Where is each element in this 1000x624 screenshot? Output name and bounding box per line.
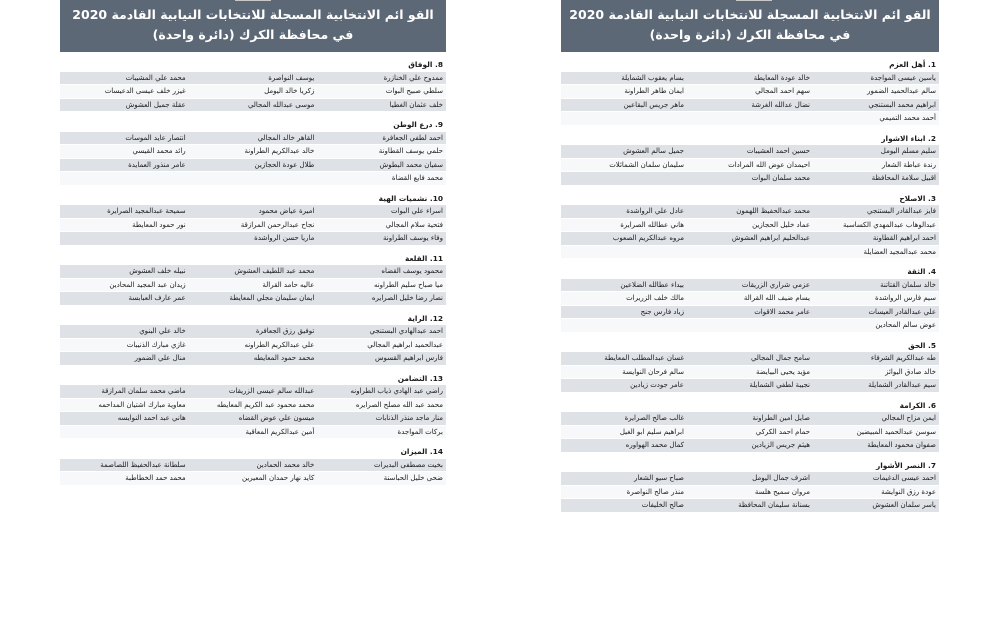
candidate-name: صفوان محمود المعايطة xyxy=(867,441,936,449)
candidate-name: معاوية مبارك اشتيان المداحمه xyxy=(98,400,186,409)
candidate-name: اسراء علي البوات xyxy=(390,207,443,215)
candidate-name: غيزر خلف عيسى الدعيسات xyxy=(104,87,186,95)
candidate-name: محمد عبد اللطيف العشوش xyxy=(234,267,315,275)
list-name: 10. نشميات الهية xyxy=(378,193,443,203)
list-header xyxy=(60,193,446,206)
candidate-name: خالد عودة المعايطة xyxy=(753,73,810,82)
table-row xyxy=(561,246,939,260)
candidate-name: عامر جودت زيادين xyxy=(630,381,684,389)
table-row xyxy=(561,145,939,159)
candidate-name: منال علي الضمور xyxy=(134,354,186,362)
table-row xyxy=(561,292,939,306)
candidate-name: عادل علي الرواشدة xyxy=(626,207,684,215)
candidate-name: نبيله خلف العشوش xyxy=(129,267,186,275)
candidate-name: مروه عبدالكريم الصعوب xyxy=(612,234,684,242)
candidate-name: احمد عبدالهادي البستنجي xyxy=(369,327,443,335)
candidate-name: عبدالله سالم عيسى الزريقات xyxy=(228,387,315,395)
electoral-list xyxy=(60,59,446,119)
candidate-name: يسام ضيف الله القرالة xyxy=(743,294,810,302)
candidate-name: نور حمود المعايطة xyxy=(132,220,186,229)
table-row xyxy=(60,159,446,173)
list-header xyxy=(60,119,446,132)
electoral-list xyxy=(561,400,939,460)
lists-container xyxy=(60,59,446,493)
candidate-name: أمين عبدالكريم المعاقية xyxy=(245,427,315,436)
table-row xyxy=(60,99,446,113)
list-name: 4. الثقة xyxy=(907,267,936,276)
list-header xyxy=(561,340,939,353)
table-row xyxy=(60,352,446,366)
candidate-name: نجاح عبدالرحمن المرازقة xyxy=(240,220,315,229)
list-name: 11. القلعة xyxy=(405,253,443,263)
list-header xyxy=(60,253,446,266)
electoral-list xyxy=(60,253,446,313)
table-row xyxy=(60,205,446,219)
candidate-name: عبدالحميد ابراهيم المجالي xyxy=(367,340,443,349)
table-row xyxy=(60,279,446,293)
candidate-name: خالد سلمان القتاتنة xyxy=(880,280,936,289)
electoral-list xyxy=(561,193,939,267)
candidate-name: محمد حمود المعايطه xyxy=(253,354,315,362)
candidate-name: نصار رضا خليل الصرايره xyxy=(371,294,443,302)
table-row xyxy=(561,352,939,366)
table-row xyxy=(561,306,939,320)
table-row xyxy=(60,132,446,146)
candidate-name: سيم فارس الرواشدة xyxy=(875,294,936,302)
candidate-name: بخيت مصطفى البديرات xyxy=(373,460,443,469)
candidate-name: منذر صالح النواصرة xyxy=(626,487,684,496)
list-name: 7. النصر الأشوار xyxy=(875,460,936,470)
candidate-name: القاهر خالد المجالي xyxy=(257,133,315,142)
table-row xyxy=(561,379,939,393)
candidate-name: منار ماجد منذر الذنابات xyxy=(375,414,443,422)
candidate-name: راضي عبد الهادي ذياب الطراونه xyxy=(350,387,443,395)
candidate-name: غازي مبارك الذنيبات xyxy=(126,340,186,349)
candidate-name: احمد عيسى الدغيمات xyxy=(872,474,936,482)
candidate-name: ياسين عيسى المواجدة xyxy=(870,73,936,82)
header-title: القو ائم الانتخابية المسجلة للانتخابات النيابية القادمة 2020 xyxy=(72,7,434,22)
list-header xyxy=(60,446,446,459)
list-name: 1. أهل العزم xyxy=(889,60,936,69)
candidate-name: سوسن عبدالحميد المبيضين xyxy=(856,427,936,436)
candidate-name: عامر محمد الاقوات xyxy=(754,307,810,316)
table-row xyxy=(60,72,446,86)
table-row xyxy=(60,265,446,279)
candidate-name: سالم عبدالحميد الضمور xyxy=(867,87,936,95)
table-row xyxy=(561,412,939,426)
table-row xyxy=(561,319,939,333)
candidate-name: عبدالوهاب عبدالمهدي الكساسبة xyxy=(842,220,936,229)
candidate-name: محمد عبد الله مصلح الصرايره xyxy=(355,400,443,409)
candidate-name: موسى عبدالله المجالي xyxy=(247,100,315,109)
candidate-name: نجيبة لطفي الشمايلة xyxy=(749,381,810,389)
electoral-list xyxy=(561,59,939,133)
list-name: 2. ابناء الاشوار xyxy=(881,133,936,143)
candidate-name: محمد علي المشيبات xyxy=(125,73,186,82)
table-row xyxy=(561,72,939,86)
candidate-name xyxy=(561,319,687,332)
candidate-name: صالح الخليفات xyxy=(641,501,684,509)
list-header xyxy=(60,313,446,326)
candidate-name: سهم احمد المجالي xyxy=(755,87,810,95)
page-header xyxy=(561,0,939,52)
candidate-name: محمد حمد الخطاطبة xyxy=(125,474,186,482)
candidate-name: ايمان سليمان مجلي المعايطة xyxy=(229,294,315,302)
candidate-name: فايز عبدالقادر البستنجي xyxy=(867,207,936,215)
list-name: 12. الراية xyxy=(407,313,443,323)
candidate-name: احيمدان عوض الله المرادات xyxy=(728,160,810,169)
candidate-name: ميا صباح سليم الطراونه xyxy=(373,280,443,289)
list-header xyxy=(561,193,939,206)
candidate-name: سلطانة عبدالحفيظ اللصاصمة xyxy=(100,460,186,469)
candidate-name: سيم عبدالقادر الشمايلة xyxy=(868,381,936,389)
candidate-name xyxy=(60,232,189,245)
candidate-name: رائد محمد القيسي xyxy=(132,147,186,155)
candidate-name: سفيان محمد البطوش xyxy=(379,160,443,169)
electoral-list xyxy=(561,460,939,520)
candidate-name: صايل امين الطراونة xyxy=(752,414,810,422)
document-page-left xyxy=(60,0,446,493)
list-header xyxy=(561,460,939,473)
candidate-name: فتحية سلام المجالي xyxy=(385,220,443,229)
list-name: 8. الوفاق xyxy=(408,60,443,69)
candidate-name: ماضي محمد سلمان المرازقة xyxy=(101,387,186,395)
table-row xyxy=(561,232,939,246)
candidate-name: ابراهيم سليم ابو الغيل xyxy=(619,427,684,436)
candidate-name: رندة عباطة الشعار xyxy=(881,160,936,169)
candidate-name: نضال عدالله الغرشة xyxy=(751,100,810,109)
candidate-name: سامح جمال المجالي xyxy=(750,354,810,362)
table-row xyxy=(60,426,446,440)
table-row xyxy=(60,145,446,159)
candidate-name: جميل سالم العشوش xyxy=(623,147,684,155)
table-row xyxy=(561,366,939,380)
table-row xyxy=(60,472,446,486)
candidate-name: حلمي يوسف القطاونة xyxy=(378,147,443,155)
candidate-name: محمد فايع القضاة xyxy=(391,174,443,182)
candidate-name: ايمن مزاح المجالي xyxy=(881,414,936,422)
candidate-name: مؤيد يحيى البيايضة xyxy=(755,367,810,376)
candidate-name: مالك خلف الزريرات xyxy=(626,294,684,302)
electoral-list xyxy=(561,266,939,340)
candidate-name: احمد ابراهيم القطاونة xyxy=(872,234,936,242)
candidate-name: أحمد محمد التميمي xyxy=(879,114,936,122)
candidate-name: ماريا حسن الرواشدة xyxy=(254,234,315,242)
candidate-name: محمد سلمان البوات xyxy=(751,174,810,182)
candidate-name: هيثم جريس الزيادين xyxy=(751,441,810,449)
table-row xyxy=(60,172,446,186)
candidate-name: ميسون علي عوض القضاه xyxy=(238,414,315,422)
candidate-name: غسان عبدالمطلب المعايطة xyxy=(604,354,684,362)
top-edge-mark xyxy=(235,0,271,1)
candidate-name: عبدالحليم ابراهيم العشوش xyxy=(731,234,810,242)
page-header xyxy=(60,0,446,52)
table-row xyxy=(60,292,446,306)
candidate-name xyxy=(60,426,189,439)
candidate-name: عمر عارف العبابسة xyxy=(128,294,186,302)
candidate-name xyxy=(687,112,813,125)
candidate-name: اقبيل سلامة المحافظة xyxy=(871,174,936,182)
candidate-name: محمد عبدالحفيظ اللهمون xyxy=(736,207,810,215)
candidate-name: كمال محمد الهواوره xyxy=(625,441,684,449)
table-row xyxy=(561,112,939,126)
list-header xyxy=(60,373,446,386)
candidate-name: محمود يوسف القضاه xyxy=(381,267,443,275)
candidate-name: بسام يعقوب الشمايلة xyxy=(621,73,684,82)
candidate-name: بيداء عطالله الضلاعين xyxy=(620,280,684,289)
candidate-name: علي عبدالقادر العيسات xyxy=(868,307,936,316)
electoral-list xyxy=(60,373,446,447)
candidate-name: خالد محمد الحمادين xyxy=(256,460,315,469)
lists-container xyxy=(561,59,939,520)
candidate-name: احمد لطفي الجعافرة xyxy=(382,133,443,142)
candidate-name: عوض سالم المحادين xyxy=(875,321,936,329)
candidate-name: سليم مسلم اليومل xyxy=(880,147,936,155)
table-row xyxy=(60,339,446,353)
candidate-name xyxy=(561,112,687,125)
table-row xyxy=(60,412,446,426)
table-row xyxy=(561,472,939,486)
table-row xyxy=(561,85,939,99)
electoral-list xyxy=(60,119,446,193)
candidate-name: بركات المواجدة xyxy=(397,427,443,436)
candidate-name: حمام احمد الكركي xyxy=(755,427,810,436)
table-row xyxy=(561,499,939,513)
candidate-name xyxy=(561,172,687,185)
candidate-name: ممدوح علي الخنازرة xyxy=(383,73,443,82)
table-row xyxy=(561,486,939,500)
list-name: 3. الاصلاح xyxy=(899,193,936,203)
candidate-name xyxy=(189,172,318,185)
list-name: 6. الكرامة xyxy=(899,400,936,410)
candidate-name xyxy=(561,246,687,259)
list-header xyxy=(60,59,446,72)
candidate-name xyxy=(687,319,813,332)
candidate-name: وفاء يوسف الطراونة xyxy=(383,234,443,242)
candidate-name: ايمان طاهر الطراونة xyxy=(624,87,684,95)
list-header xyxy=(561,400,939,413)
electoral-list xyxy=(561,133,939,193)
candidate-name: زياد فارس جنج xyxy=(640,307,684,316)
candidate-name: ياسر سلمان العشوش xyxy=(872,501,936,509)
candidate-name: سالم فرحان النوايسة xyxy=(622,367,684,376)
header-subtitle: في محافظة الكرك (دائرة واحدة) xyxy=(152,27,354,42)
electoral-list xyxy=(60,446,446,493)
candidate-name: فارس ابراهيم القسوس xyxy=(374,354,443,362)
top-edge-mark xyxy=(736,0,772,1)
electoral-list xyxy=(60,313,446,373)
candidate-name xyxy=(60,172,189,185)
candidate-name: زيدان عبد المجيد المحادين xyxy=(109,280,186,289)
candidate-name: اشرف جمال اليومل xyxy=(752,474,810,482)
list-header xyxy=(561,133,939,146)
table-row xyxy=(60,219,446,233)
candidate-name: عماد خليل الحجازين xyxy=(752,220,810,229)
candidate-name: هاني عطالله الصرايرة xyxy=(620,220,684,229)
candidate-name: عامر منذور العمايدة xyxy=(128,160,186,169)
candidate-name: علي عبدالكريم الطراونه xyxy=(244,340,315,349)
candidate-name: ضحى خليل الحباسنة xyxy=(383,474,443,482)
list-name: 9. درع الوطن xyxy=(393,120,443,129)
candidate-name: كايد نهار حمدان المعيرين xyxy=(241,474,315,482)
candidate-name: صباح سيو الشعار xyxy=(634,474,684,482)
candidate-name: عودة رزق النوايشة xyxy=(881,487,936,496)
candidate-name: سميحة عبدالمجيد الصرايرة xyxy=(107,207,186,215)
table-row xyxy=(60,85,446,99)
candidate-name: خالد علي البنوي xyxy=(139,327,186,335)
candidate-name: محمد محمود عبد الكريم المعايطه xyxy=(216,400,315,409)
table-row xyxy=(561,99,939,113)
list-header xyxy=(561,266,939,279)
list-name: 14. الميزان xyxy=(400,447,443,456)
candidate-name: عقلة جميل العشوش xyxy=(125,100,186,109)
candidate-name: توفيق رزق الجعافرة xyxy=(255,327,315,335)
candidate-name: خالد صادق اليوائز xyxy=(885,367,936,376)
document-page-right xyxy=(561,0,939,520)
candidate-name: عزمي شراري الزريقات xyxy=(741,280,810,289)
candidate-name: غالب صالح الصرايرة xyxy=(624,414,684,422)
table-row xyxy=(60,232,446,246)
candidate-name: انتصار عايد الموسات xyxy=(125,133,186,142)
electoral-list xyxy=(60,193,446,253)
candidate-name: حسين احمد العشيبات xyxy=(746,147,810,155)
candidate-name: عاليه حامد القرالة xyxy=(262,280,315,289)
candidate-name xyxy=(687,246,813,259)
table-row xyxy=(60,325,446,339)
candidate-name: محمد عبدالمجيد العضايلة xyxy=(863,247,936,256)
list-name: 13. التضامن xyxy=(397,373,443,383)
candidate-name: سلطي صبيح البوات xyxy=(385,87,443,95)
list-header xyxy=(561,59,939,72)
header-subtitle: في محافظة الكرك (دائرة واحدة) xyxy=(649,27,851,42)
candidate-name: طلال عودة الحجازين xyxy=(254,160,315,169)
candidate-name: ابراهيم محمد البستنجي xyxy=(868,100,936,109)
candidate-name: يوسف النواصرة xyxy=(268,73,315,82)
table-row xyxy=(561,159,939,173)
candidate-name: اميرة عياض محمود xyxy=(258,207,315,215)
table-row xyxy=(561,205,939,219)
candidate-name: طه عبدالكريم الشرفاء xyxy=(870,354,936,362)
electoral-list xyxy=(561,340,939,400)
list-name: 5. الحق xyxy=(908,340,936,350)
table-row xyxy=(561,219,939,233)
header-title: القو ائم الانتخابية المسجلة للانتخابات النيابية القادمة 2020 xyxy=(569,7,931,22)
table-row xyxy=(561,172,939,186)
table-row xyxy=(60,459,446,473)
table-row xyxy=(561,426,939,440)
candidate-name: زكريا خالد اليومل xyxy=(264,87,315,95)
candidate-name: هاني عبد احمد النوايسه xyxy=(117,414,186,422)
candidate-name: مروان سميح هلسة xyxy=(754,487,810,496)
candidate-name: خلف عثمان الغطيا xyxy=(389,100,443,109)
table-row xyxy=(60,385,446,399)
candidate-name: خالد عبدالكريم الطراونة xyxy=(244,147,315,155)
table-row xyxy=(60,399,446,413)
table-row xyxy=(561,279,939,293)
candidate-name: بسنانة سليمان المحافظة xyxy=(738,501,810,509)
candidate-name: سليمان سلمان الشمائلات xyxy=(609,160,684,169)
table-row xyxy=(561,439,939,453)
candidate-name: ماهر جريس البقاعين xyxy=(623,100,684,109)
